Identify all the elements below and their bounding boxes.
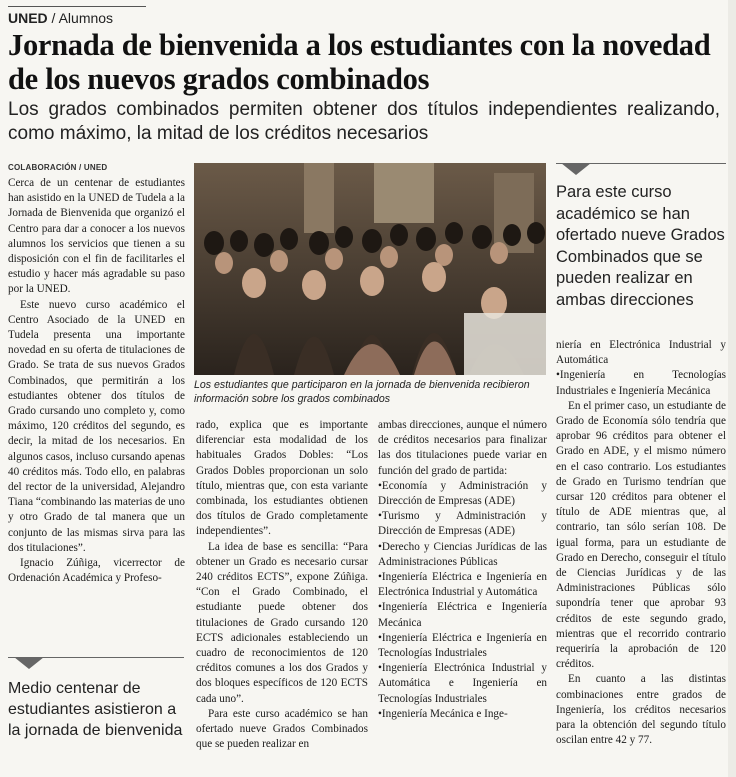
article-headline: Jornada de bienvenida a los estudiantes con la novedad de los nuevos grados combinados: [8, 28, 711, 96]
pullquote-marker-icon: [14, 657, 44, 669]
list-item: •Economía y Administración y Dirección de Empresas (ADE): [378, 479, 547, 508]
list-item: •Derecho y Ciencias Jurídicas de las Administraciones Públicas: [378, 540, 547, 568]
pullquote-right: Para este curso académico se han ofertado nueve Grados Combinados que se pueden realizar en ambas direcciones: [556, 183, 725, 309]
article-subtitle: Los grados combinados permiten obtener dos títulos independientes realizando, como máximo, la mitad de los créditos necesarios: [8, 99, 720, 144]
photo-caption: Los estudiantes que participaron en la jornada de bienvenida recibieron información sobre los grados combinados: [194, 379, 530, 405]
list-item: •Ingeniería en Tecnologías Industriales e Ingeniería Mecánica: [556, 369, 726, 397]
article-column-4: [556, 338, 726, 774]
paragraph: Ignacio Zúñiga, vicerrector de Ordenación Académica y Profeso-: [8, 557, 185, 585]
paragraph: ambas direcciones, aunque el número de créditos necesarios para finalizar las dos titulaciones puede variar en función del grado de partida:: [378, 419, 547, 477]
paragraph: La idea de base es sencilla: “Para obtener un Grado es necesario cursar 240 créditos ECTS”, expone Zúñiga. “Con el Grado Combinado, el estudiante puede obtener dos titulaciones de Grado cursando 120 ECTS adicionales estableciendo un cuadro de reconocimientos de 120 créditos comunes a los dos Grados y dos bloques específicos de 120 ECTS cada uno”.: [196, 540, 368, 705]
section-brand: UNED: [8, 10, 48, 26]
paragraph: niería en Electrónica Industrial y Automática: [556, 339, 726, 367]
list-item: •Ingeniería Eléctrica e Ingeniería Mecánica: [378, 601, 547, 629]
paragraph: Cerca de un centenar de estudiantes han asistido en la UNED de Tudela a la Jornada de Bienvenida que organizó el Centro para dar a conocer a los nuevos alumnos los servicios que tienen a su disposición con el fin de facilitarles el estudio y hacer más agradable su paso por la UNED.: [8, 177, 185, 296]
paragraph: rado, explica que es importante diferenciar esta modalidad de los habituales Grados Dobles: “Los Grados Dobles proporcionan un solo título, mientras que, con esta variante combinada, los estudiantes obtienen dos títulos de Grado completamente independientes”.: [196, 419, 368, 538]
paragraph: En el primer caso, un estudiante de Grado de Economía sólo tendría que aprobar 96 créditos para obtener el Grado en ADE, y el mismo número en el caso contrario. Los estudiantes de Grado en Turismo tendrían que cursar 120 créditos para obtener el título de ADE mientras que, al contrario, tan sólo serían 108. De igual forma, para un estudiante de Grado en Derecho, conseguir el título de Ciencias Jurídicas y de las Administraciones Públicas sólo supondría tener que aprobar 93 créditos de este segundo grado, mientras que el recorrido contrario requeriría la aprobación de 120 créditos.: [556, 399, 726, 671]
paragraph: Para este curso académico se han ofertado nueve Grados Combinados que se pueden realizar en: [196, 707, 368, 751]
article-column-2: [196, 418, 368, 774]
section-name: Alumnos: [58, 10, 114, 26]
list-item: •Ingeniería Eléctrica e Ingeniería en Electrónica Industrial y Automática: [378, 571, 547, 599]
list-item: •Turismo y Administración y Dirección de Empresas (ADE): [378, 510, 547, 538]
byline: COLABORACIÓN / UNED: [8, 163, 108, 172]
list-item: •Ingeniería Electrónica Industrial y Automática e Ingeniería en Tecnologías Industriales: [378, 662, 547, 705]
article-column-3: [378, 418, 547, 774]
pullquote-left: Medio centenar de estudiantes asistieron a la jornada de bienvenida: [8, 680, 183, 739]
article-column-1: [8, 176, 185, 646]
list-item: •Ingeniería Mecánica e Inge-: [378, 707, 508, 720]
audience-photo-illustration: [194, 163, 546, 375]
list-item: •Ingeniería Eléctrica e Ingeniería en Tecnologías Industriales: [378, 631, 547, 660]
page-edge: [728, 0, 736, 777]
pullquote-marker-icon: [561, 163, 591, 175]
paragraph: En cuanto a las distintas combinaciones entre grados de Ingeniería, los créditos necesarios para la obtención del segundo título oscilan entre 42 y 77.: [556, 673, 726, 747]
section-separator: /: [47, 10, 59, 26]
paragraph: Este nuevo curso académico el Centro Asociado de la UNED en Tudela presenta una importante novedad en su oferta de titulaciones de Grado. Se trata de sus nuevos Grados Combinados, que permitirán a los estudiantes obtener dos títulos de Grado cursando uno completo y, como máximo, 120 créditos del segundo, es decir, la mitad de los necesarios. En algunos casos, incluso cursando apenas 40 créditos más. Todo ello, en palabras del rector de la universidad, Alejandro Tiana “combinando las materias de uno y otro Grado de tal manera que un conjunto de las mismas sirva para las dos titulaciones”.: [8, 298, 185, 554]
article-photo: [194, 163, 546, 375]
